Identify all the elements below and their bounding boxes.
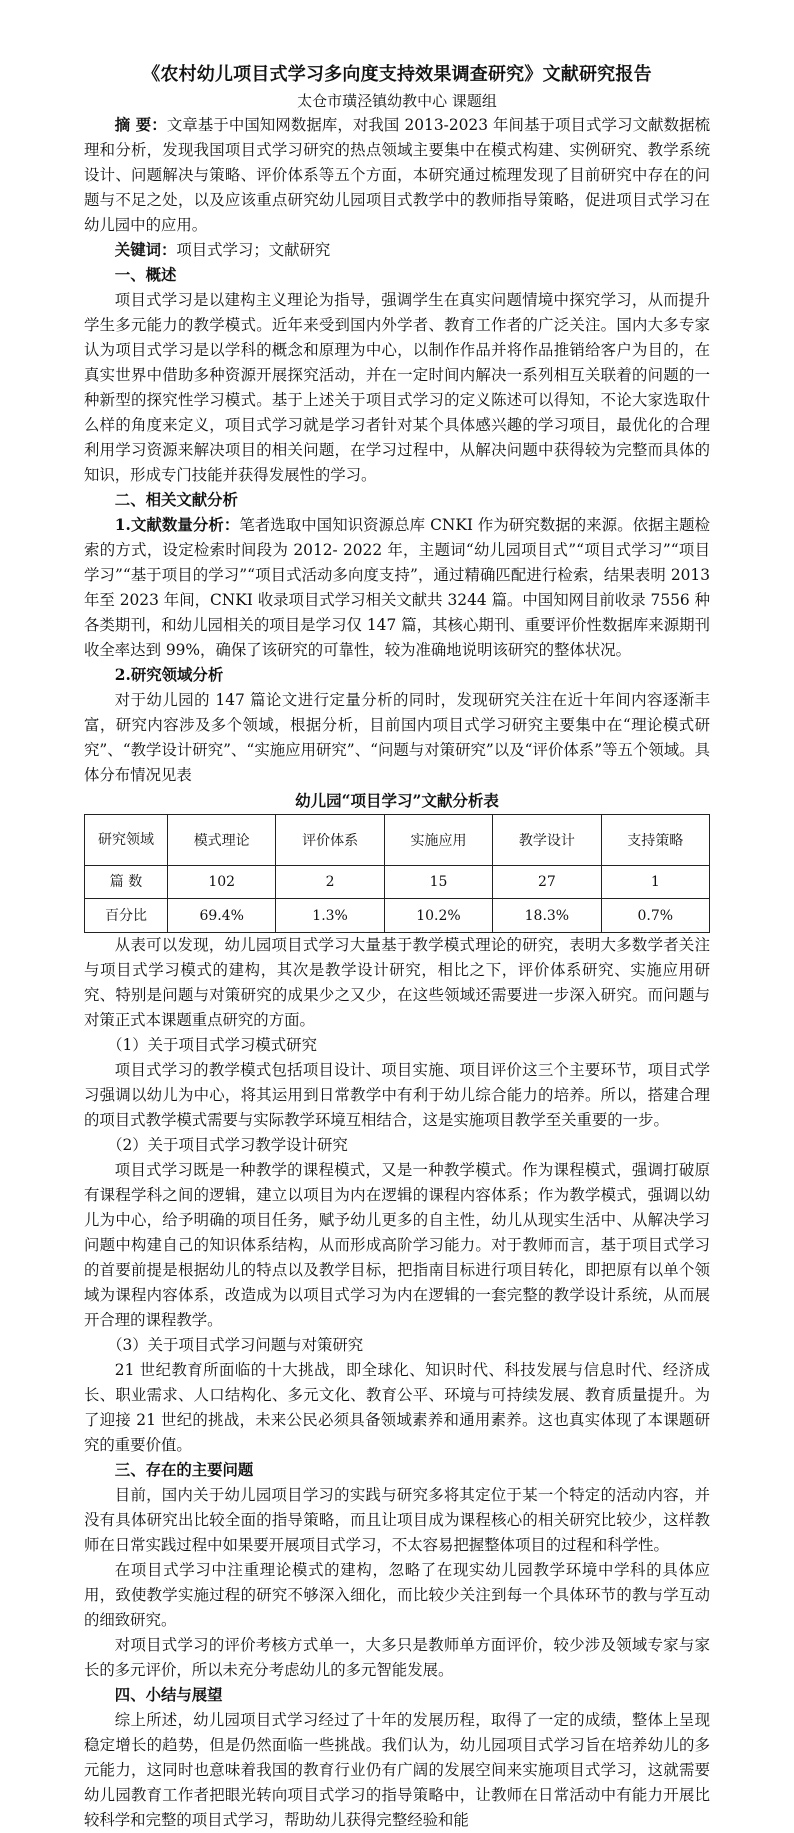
- table-header-cell: 教学设计: [493, 815, 601, 866]
- abstract: [84, 113, 710, 238]
- table-cell: 篇 数: [85, 866, 168, 899]
- section-2-heading: 二、相关文献分析: [114, 491, 238, 509]
- section-1-heading: 一、概述: [114, 266, 177, 284]
- table-cell: 10.2%: [384, 899, 492, 933]
- abstract-text: 文章基于中国知网数据库，对我国 2013-2023 年间基于项目式学习文献数据梳理和分析，发现我国项目式学习研究的热点领域主要集中在模式构建、实例研究、教学系统设计、问题解决与策略、评价体系等五个方面，本研究通过梳理发现了目前研究中存在的问题与不足之处，以及应该重点研究幼儿园项目式教学中的教师指导策略，促进项目式学习在幼儿园中的应用。: [84, 116, 711, 234]
- document-title: 《农村幼儿项目式学习多向度支持效果调查研究》文献研究报告: [142, 64, 652, 85]
- keywords-text: 项目式学习；文献研究: [176, 241, 331, 259]
- table-header-row: [85, 815, 710, 866]
- section-2-1-label: 1.文献数量分析：: [114, 516, 240, 534]
- table-header-cell: 模式理论: [168, 815, 276, 866]
- abstract-label: 摘 要：: [114, 116, 167, 134]
- table-header-cell: 支持策略: [601, 815, 709, 866]
- section-2-1-paragraph: [84, 513, 710, 663]
- section-2-2-paragraph: 对于幼儿园的 147 篇论文进行定量分析的同时，发现研究关注在近十年间内容逐渐丰富，研究内容涉及多个领域，根据分析，目前国内项目式学习研究主要集中在“理论模式研究”、“教学设计研究”、“实施应用研究”、“问题与对策研究”以及“评价体系”等五个领域。具体分布情况见表: [84, 691, 710, 784]
- literature-analysis-table: [84, 814, 710, 933]
- table-cell: 2: [276, 866, 384, 899]
- table-cell: 18.3%: [493, 899, 601, 933]
- table-header-cell: 实施应用: [384, 815, 492, 866]
- keywords: [84, 238, 710, 263]
- table-cell: 0.7%: [601, 899, 709, 933]
- table-row: [85, 866, 710, 899]
- table-cell: 69.4%: [168, 899, 276, 933]
- subsection-3-paragraph: 21 世纪教育所面临的十大挑战，即全球化、知识时代、科技发展与信息时代、经济成长、职业需求、人口结构化、多元文化、教育公平、环境与可持续发展、教育质量提升。为了迎接 21 世纪的挑战，未来公民必须具备领域素养和通用素养。这也真实体现了本课题研究的重要价值。: [84, 1361, 710, 1454]
- table-cell: 1: [601, 866, 709, 899]
- section-4-heading: 四、小结与展望: [114, 1686, 223, 1704]
- subsection-1-heading: （1）关于项目式学习模式研究: [107, 1036, 317, 1054]
- document-organization: 太仓市璜泾镇幼教中心 课题组: [297, 92, 497, 110]
- table-row: [85, 899, 710, 933]
- section-3-paragraph-3: 对项目式学习的评价考核方式单一，大多只是教师单方面评价，较少涉及领域专家与家长的多元评价，所以未充分考虑幼儿的多元智能发展。: [84, 1636, 710, 1679]
- subsection-2-paragraph: 项目式学习既是一种教学的课程模式，又是一种教学模式。作为课程模式，强调打破原有课程学科之间的逻辑，建立以项目为内在逻辑的课程内容体系；作为教学模式，强调以幼儿为中心，给予明确的项目任务，赋予幼儿更多的自主性，幼儿从现实生活中、从解决学习问题中构建自己的知识体系结构，从而形成高阶学习能力。对于教师而言，基于项目式学习的首要前提是根据幼儿的特点以及教学目标，把指南目标进行项目转化，即把原有以单个领域为课程内容体系，改造成为以项目式学习为内在逻辑的一套完整的教学设计系统，从而展开合理的课程教学。: [84, 1161, 710, 1329]
- table-header-cell: 评价体系: [276, 815, 384, 866]
- section-3-paragraph-2: 在项目式学习中注重理论模式的建构，忽略了在现实幼儿园教学环境中学科的具体应用，致使教学实施过程的研究不够深入细化，而比较少关注到每一个具体环节的教与学互动的细致研究。: [84, 1561, 710, 1629]
- section-3-heading: 三、存在的主要问题: [114, 1461, 254, 1479]
- table-cell: 1.3%: [276, 899, 384, 933]
- section-2-2-heading: 2.研究领域分析: [114, 666, 224, 684]
- section-1-paragraph: 项目式学习是以建构主义理论为指导，强调学生在真实问题情境中探究学习，从而提升学生多元能力的教学模式。近年来受到国内外学者、教育工作者的广泛关注。国内大多专家认为项目式学习是以学科的概念和原理为中心，以制作作品并将作品推销给客户为目的，在真实世界中借助多种资源开展探究活动，并在一定时间内解决一系列相互关联着的问题的一种新型的探究性学习模式。基于上述关于项目式学习的定义陈述可以得知，不论大家选取什么样的角度来定义，项目式学习就是学习者针对某个具体感兴趣的学习项目，最优化的合理利用学习资源来解决项目的相关问题，在学习过程中，从解决问题中获得较为完整而具体的知识，形成专门技能并获得发展性的学习。: [84, 291, 710, 484]
- keywords-label: 关键词：: [114, 241, 177, 259]
- subsection-2-heading: （2）关于项目式学习教学设计研究: [107, 1136, 348, 1154]
- section-3-paragraph-1: 目前，国内关于幼儿园项目学习的实践与研究多将其定位于某一个特定的活动内容，并没有具体研究出比较全面的指导策略，而且让项目成为课程核心的相关研究比较少，这样教师在日常实践过程中如果要开展项目式学习，不太容易把握整体项目的过程和科学性。: [84, 1486, 710, 1554]
- after-table-paragraph: 从表可以发现，幼儿园项目式学习大量基于教学模式理论的研究，表明大多数学者关注与项目式学习模式的建构，其次是教学设计研究，相比之下，评价体系研究、实施应用研究、特别是问题与对策研究的成果少之又少，在这些领域还需要进一步深入研究。而问题与对策正式本课题重点研究的方面。: [84, 936, 710, 1029]
- table-header-cell: 研究领域: [85, 815, 168, 866]
- subsection-1-paragraph: 项目式学习的教学模式包括项目设计、项目实施、项目评价这三个主要环节，项目式学习强调以幼儿为中心，将其运用到日常教学中有利于幼儿综合能力的培养。所以，搭建合理的项目式教学模式需要与实际教学环境互相结合，这是实施项目教学至关重要的一步。: [84, 1061, 710, 1129]
- section-2-1-text: 笔者选取中国知识资源总库 CNKI 作为研究数据的来源。依据主题检索的方式，设定检索时间段为 2012- 2022 年，主题词“幼儿园项目式”“项目式学习”“项目学习”“基于项目的学习”“项目式活动多向度支持”，通过精确匹配进行检索，结果表明 2013 年至 2023 年间，CNKI 收录项目式学习相关文献共 3244 篇。中国知网目前收录 7556 种各类期刊，和幼儿园相关的项目是学习仅 147 篇，其核心期刊、重要评价性数据库来源期刊收全率达到 99%，确保了该研究的可靠性，较为准确地说明该研究的整体状况。: [84, 516, 710, 659]
- table-cell: 15: [384, 866, 492, 899]
- section-4-paragraph: 综上所述，幼儿园项目式学习经过了十年的发展历程，取得了一定的成绩，整体上呈现稳定增长的趋势，但是仍然面临一些挑战。我们认为，幼儿园项目式学习旨在培养幼儿的多元能力，这同时也意味着我国的教育行业仍有广阔的发展空间来实施项目式学习，这就需要幼儿园教育工作者把眼光转向项目式学习的指导策略中，让教师在日常活动中有能力开展比较科学和完整的项目式学习，帮助幼儿获得完整经验和能: [84, 1711, 710, 1829]
- table-cell: 27: [493, 866, 601, 899]
- table-cell: 102: [168, 866, 276, 899]
- table-title: 幼儿园“项目学习”文献分析表: [295, 791, 499, 810]
- subsection-3-heading: （3）关于项目式学习问题与对策研究: [107, 1336, 364, 1354]
- table-cell: 百分比: [85, 899, 168, 933]
